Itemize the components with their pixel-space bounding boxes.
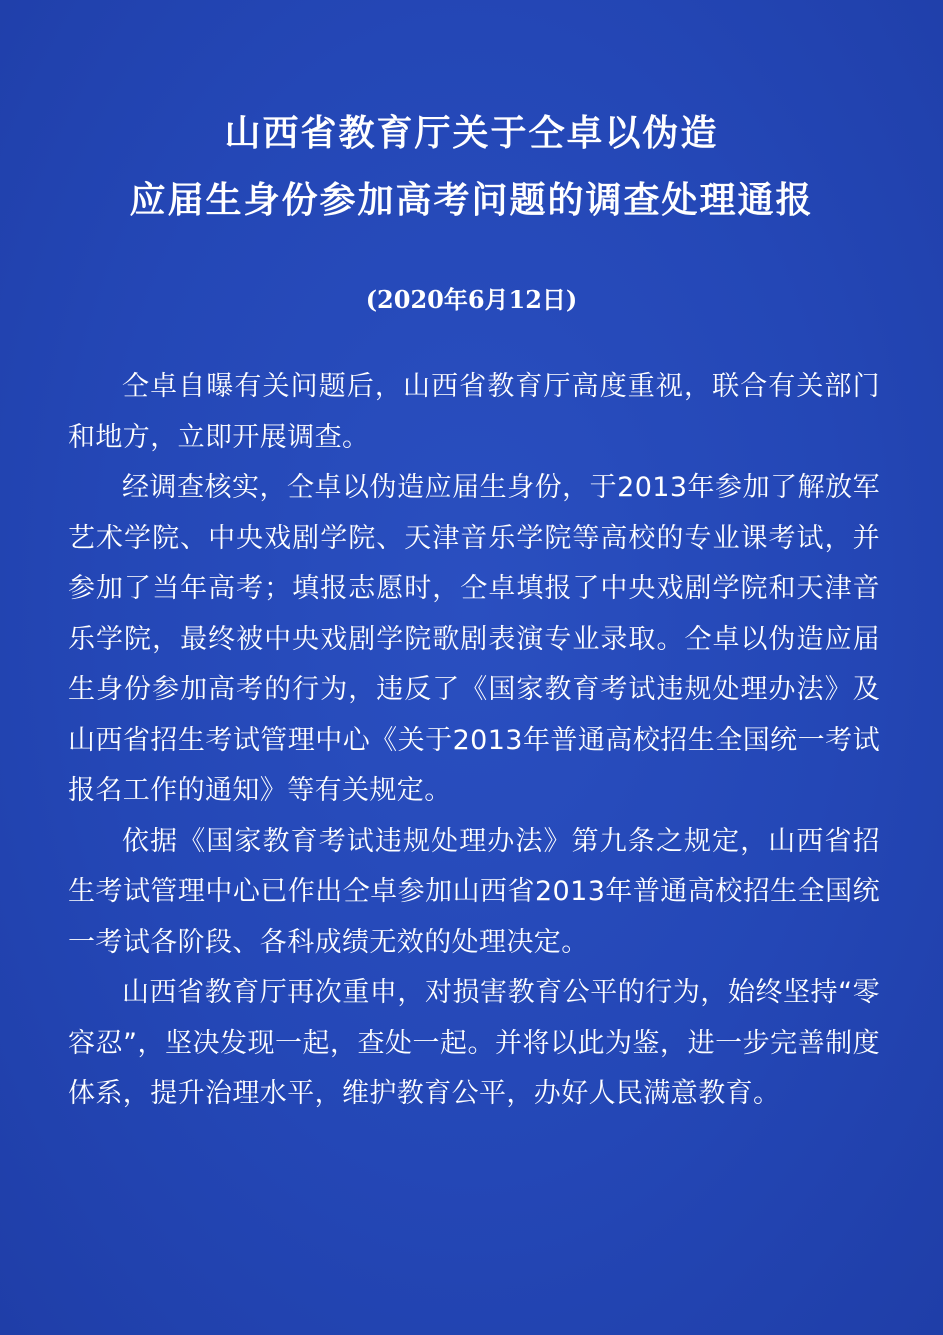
paragraph-1: 仝卓自曝有关问题后，山西省教育厅高度重视，联合有关部门和地方，立即开展调查。 [68, 371, 880, 453]
notice-date: (2020年6月12日) [365, 285, 578, 314]
notice-body [68, 362, 880, 1120]
notice-title-line-2: 应届生身份参加高考问题的调查处理通报 [129, 179, 814, 221]
paragraph-4: 山西省教育厅再次重申，对损害教育公平的行为，始终坚持“零容忍”，坚决发现一起，查处一起。并将以此为鉴，进一步完善制度体系，提升治理水平，维护教育公平，办好人民满意教育。 [68, 977, 880, 1109]
notice-title-line-1: 山西省教育厅关于仝卓以伪造 [224, 112, 719, 154]
paragraph-2: 经调查核实，仝卓以伪造应届生身份，于2013年参加了解放军艺术学院、中央戏剧学院、天津音乐学院等高校的专业课考试，并参加了当年高考；填报志愿时，仝卓填报了中央戏剧学院和天津音乐学院，最终被中央戏剧学院歌剧表演专业录取。仝卓以伪造应届生身份参加高考的行为，违反了《国家教育考试违规处理办法》及山西省招生考试管理中心《关于2013年普通高校招生全国统一考试报名工作的通知》等有关规定。 [68, 472, 880, 806]
paragraph-3: 依据《国家教育考试违规处理办法》第九条之规定，山西省招生考试管理中心已作出仝卓参加山西省2013年普通高校招生全国统一考试各阶段、各科成绩无效的处理决定。 [68, 825, 880, 958]
